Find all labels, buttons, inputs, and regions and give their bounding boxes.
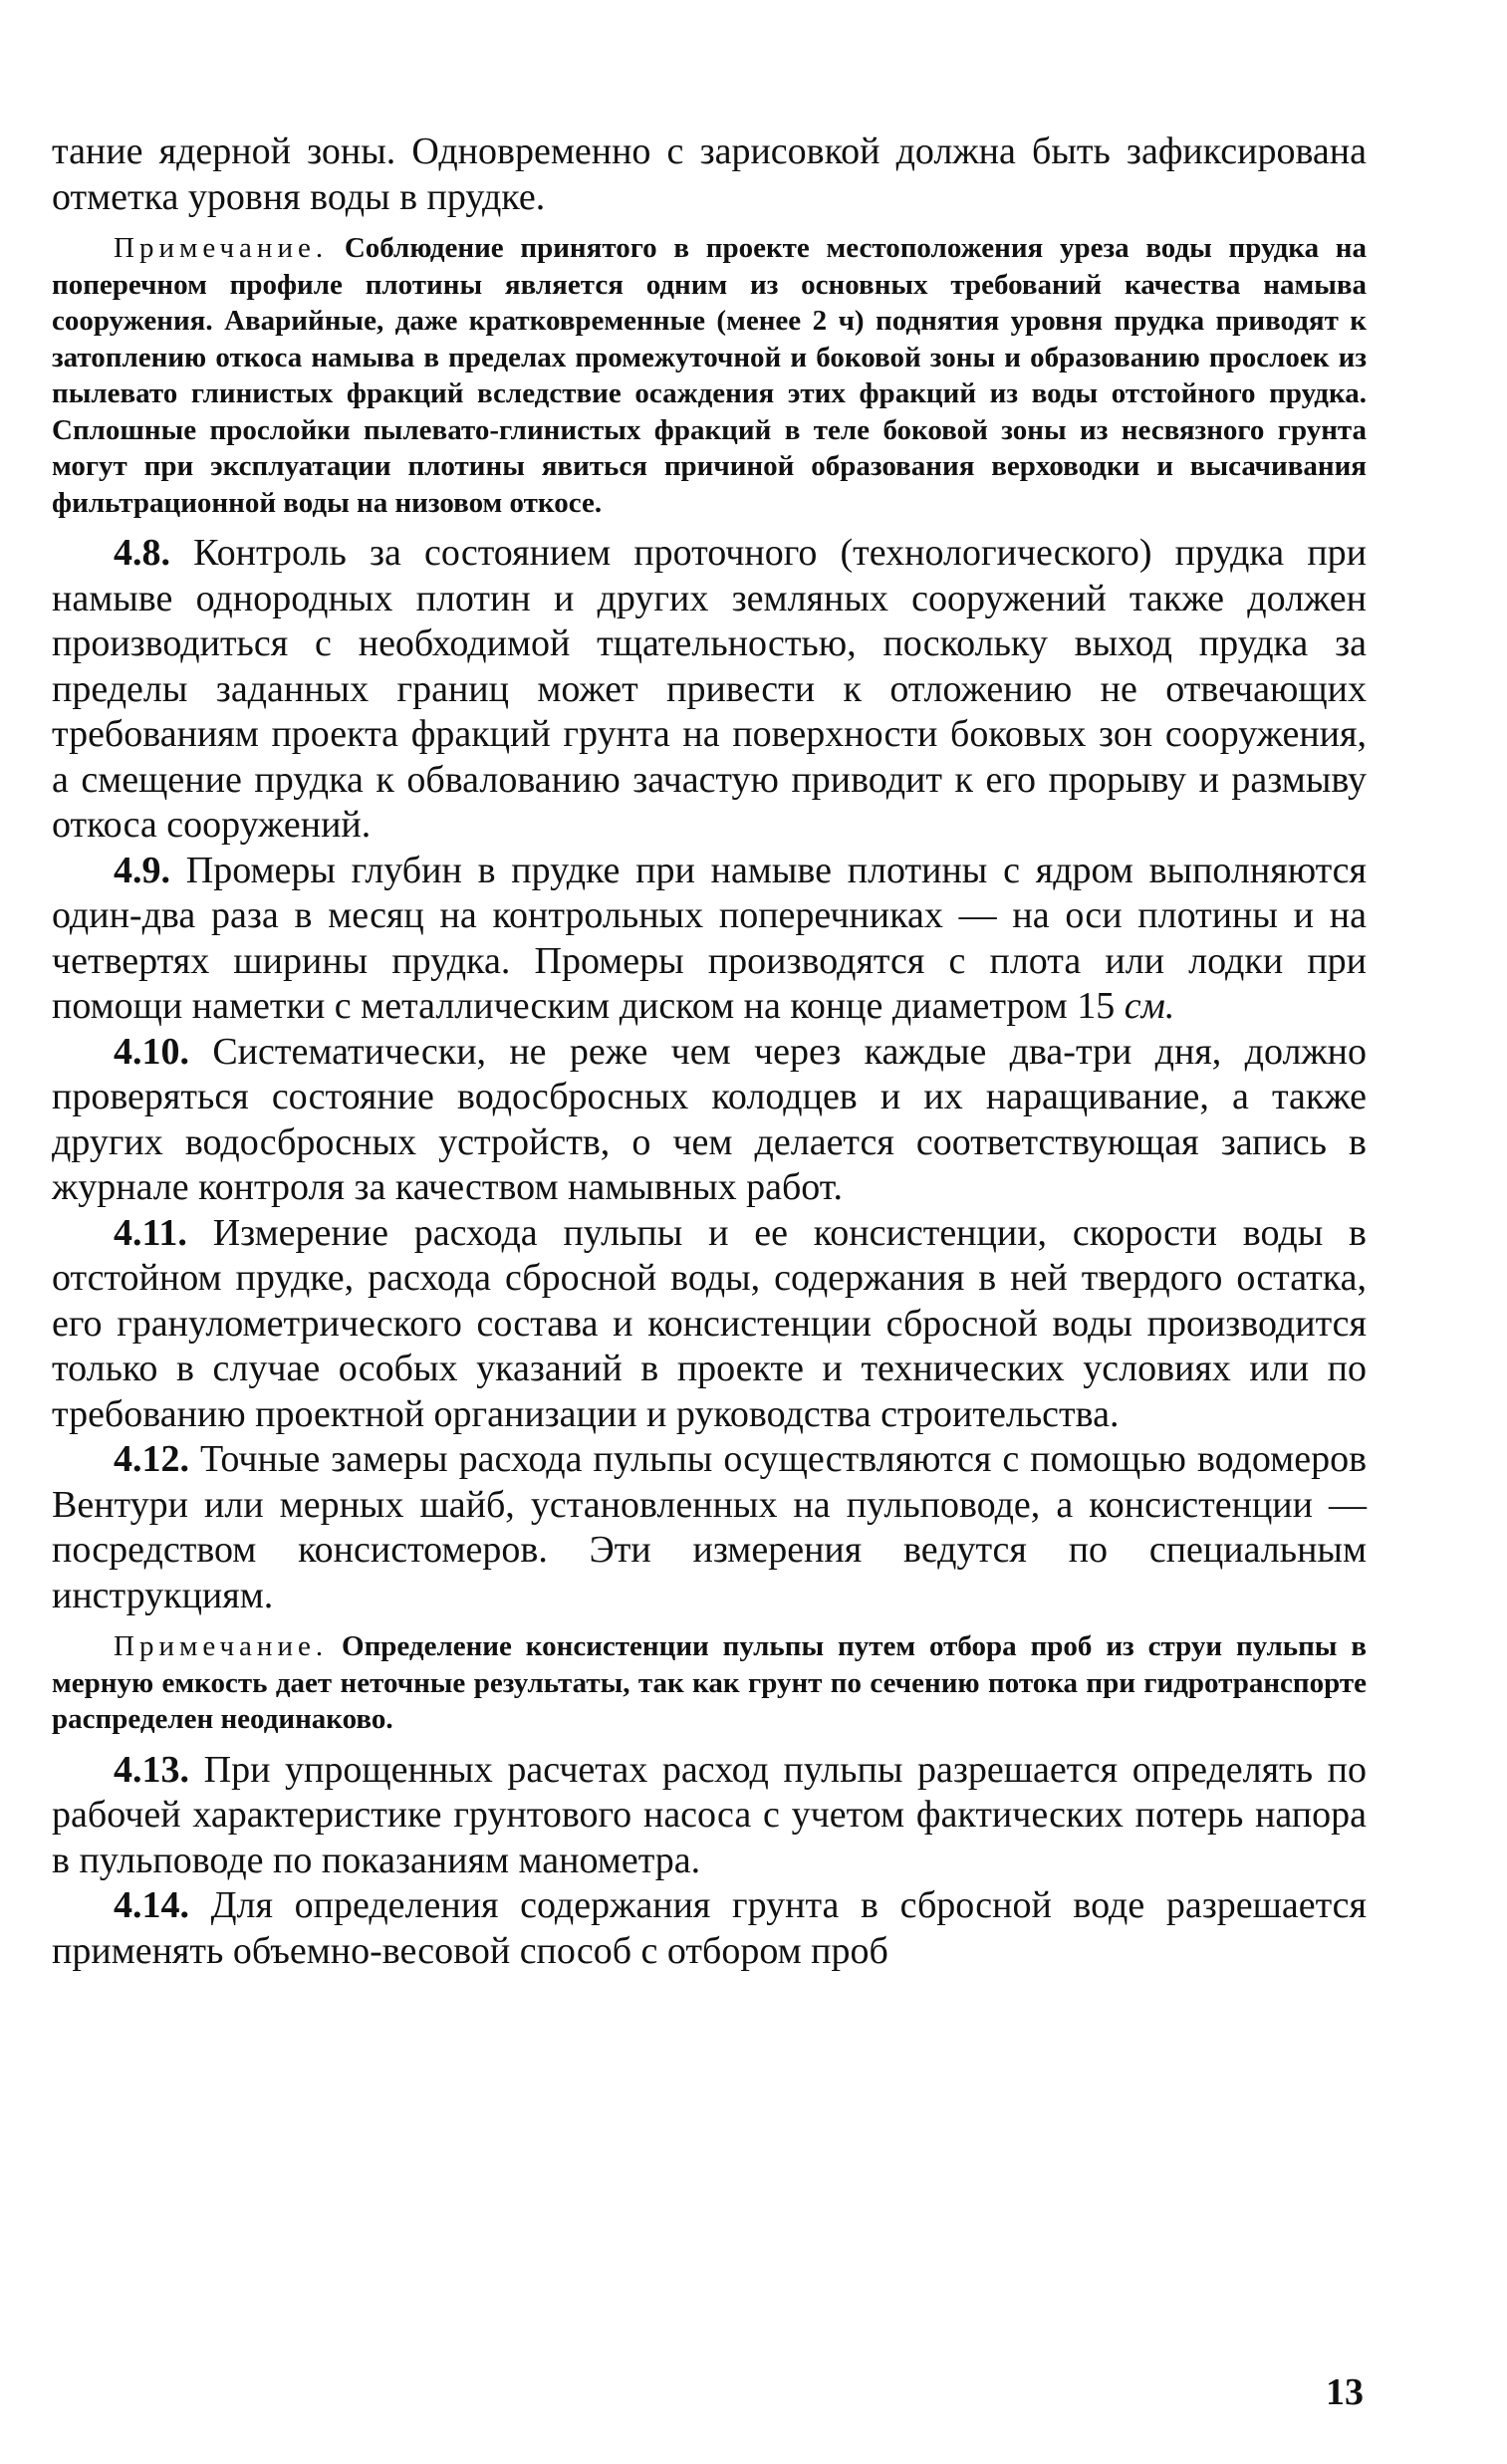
section-text: При упрощенных расчетах расход пульпы разрешается определять по рабочей характеристике грунтового насоса с учетом фактических потерь напора в пульповоде по показаниям манометра.: [52, 1748, 1368, 1881]
section-number: 4.10.: [114, 1030, 189, 1073]
page-number: 13: [1326, 2371, 1364, 2413]
section-number: 4.9.: [114, 849, 170, 891]
note-label: Примечание.: [114, 232, 329, 264]
section-4-10: [52, 1030, 1367, 1211]
section-4-9: [52, 849, 1367, 1030]
unit-text: см.: [1124, 985, 1175, 1027]
section-text: Контроль за состоянием проточного (технологического) прудка при намыве однородных плотин и других земляных сооружений также должен производиться с необходимой тщательностью, поскольку выход прудка за пределы заданных границ может привести к отложению не отвечающих требованиям проекта фракций грунта на поверхности боковых зон сооружения, а смещение прудка к обвалованию зачастую приводит к его прорыву и размыву откоса сооружений.: [52, 532, 1368, 846]
section-4-13: [52, 1748, 1367, 1884]
section-text: Точные замеры расхода пульпы осуществляются с помощью водомеров Вентури или мерных шайб, установленных на пульповоде, а консистенции — посредством консистомеров. Эти измерения ведутся по специальным инструкциям.: [52, 1438, 1368, 1616]
document-page: [52, 129, 1367, 1974]
note-text: Определение консистенции пульпы путем отбора проб из струи пульпы в мерную емкость дает неточные результаты, так как грунт по сечению потока при гидротранспорте распределен неодинаково.: [52, 1630, 1368, 1735]
paragraph-continuation: [52, 129, 1367, 220]
note-1: [52, 230, 1367, 521]
section-4-12: [52, 1437, 1367, 1618]
section-number: 4.13.: [114, 1748, 189, 1791]
section-4-8: [52, 531, 1367, 849]
section-text: Измерение расхода пульпы и ее консистенции, скорости воды в отстойном прудке, расхода сбросной воды, содержания в ней твердого остатка, его гранулометрического состава и консистенции сбросной воды производится только в случае особых указаний в проекте и технических условиях или по требованию проектной организации и руководства строительства.: [52, 1211, 1367, 1435]
section-text: Систематически, не реже чем через каждые два-три дня, должно проверяться состояние водосбросных колодцев и их наращивание, а также других водосбросных устройств, о чем делается соответствующая запись в журнале контроля за качеством намывных работ.: [52, 1030, 1367, 1208]
section-4-11: [52, 1211, 1367, 1438]
section-text: Промеры глубин в прудке при намыве плотины с ядром выполняются один-два раза в месяц на контрольных поперечниках — на оси плотины и на четвертях ширины прудка. Промеры производятся с плота или лодки при помощи наметки с металлическим диском на конце диаметром 15: [52, 849, 1367, 1027]
note-label: Примечание.: [114, 1630, 329, 1662]
section-number: 4.8.: [114, 532, 170, 574]
note-text: Соблюдение принятого в проекте местоположения уреза воды прудка на поперечном профиле плотины является одним из основных требований качества намыва сооружения. Аварийные, даже кратковременные (менее 2 ч) поднятия уровня прудка приводят к затоплению откоса намыва в пределах промежуточной и боковой зоны и образованию прослоек из пылевато глинистых фракций вследствие осаждения этих фракций из воды отстойного прудка. Сплошные прослойки пылевато-глинистых фракций в теле боковой зоны из несвязного грунта могут при эксплуатации плотины явиться причиной образования верховодки и высачивания фильтрационной воды на низовом откосе.: [52, 232, 1368, 519]
paragraph-text: тание ядерной зоны. Одновременно с зарисовкой должна быть зафиксирована отметка уровня воды в прудке.: [52, 130, 1367, 218]
section-number: 4.14.: [114, 1884, 189, 1926]
section-number: 4.12.: [114, 1438, 189, 1480]
section-4-14: [52, 1883, 1367, 1974]
note-2: [52, 1628, 1367, 1738]
section-text: Для определения содержания грунта в сбросной воде разрешается применять объемно-весовой способ с отбором проб: [52, 1884, 1367, 1972]
section-number: 4.11.: [114, 1211, 187, 1254]
